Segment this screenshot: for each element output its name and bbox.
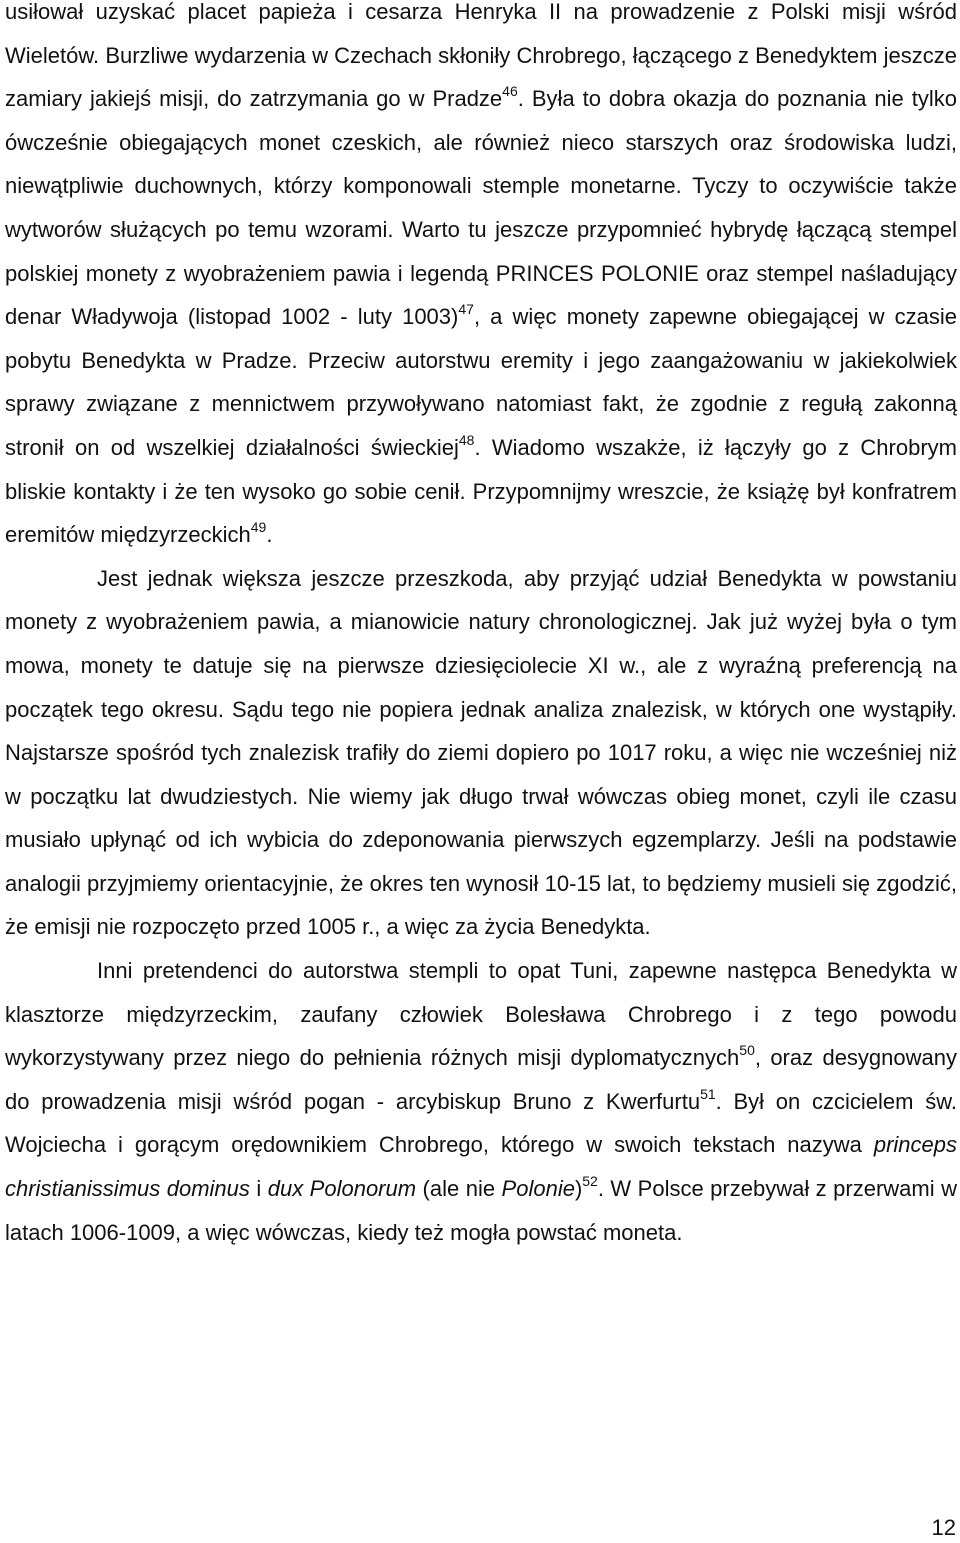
footnote-ref-46[interactable]: 46 (502, 82, 518, 99)
footnote-ref-49[interactable]: 49 (250, 518, 267, 535)
paragraph-3 (5, 949, 957, 1254)
paragraph-1 (5, 0, 957, 557)
text-run: Inni pretendenci do autorstwa stempli to opat Tuni, zapewne następca Benedykta w klasztorze międzyrzeckim, zaufany człowiek Bolesława Chrobrego i z tego powodu wykorzystywany przez niego do pełnienia różnych misji dyplomatycznych (5, 958, 957, 1071)
page-number: 12 (931, 1515, 956, 1540)
text-run: . Była to dobra okazja do poznania nie tylko ówcześnie obiegających monet czeskich, ale również nieco starszych oraz środowiska ludzi, niewątpliwie duchownych, którzy komponowali stemple monetarne. Tyczy to oczywiście także wytworów służących po temu wzorami. Warto tu jeszcze przypomnieć hybrydę łączącą stempel polskiej monety z wyobrażeniem pawia i legendą PRINCES POLONIE oraz stempel naśladujący denar Władywoja (listopad 1002 - luty 1003) (5, 86, 957, 330)
text-run: . Wiadomo wszakże, iż łączyły go z Chrobrym bliskie kontakty i że ten wysoko go sobie cenił. Przypomnijmy wreszcie, że książę był konfratrem eremitów międzyrzeckich (5, 434, 957, 548)
text-run: (ale nie (416, 1176, 502, 1202)
text-run: i (249, 1176, 268, 1202)
text-run: . (266, 522, 273, 548)
italic-phrase: princeps christianissimus dominus (5, 1132, 957, 1202)
document-page (5, 0, 957, 1254)
paragraph-2 (5, 557, 957, 949)
italic-phrase: Polonie (501, 1176, 575, 1202)
footnote-ref-50[interactable]: 50 (739, 1041, 755, 1058)
footnote-ref-51[interactable]: 51 (700, 1085, 716, 1102)
footnote-ref-47[interactable]: 47 (458, 300, 474, 317)
text-run: , a więc monety zapewne obiegającej w czasie pobytu Benedykta w Pradze. Przeciw autorstwu eremity i jego zaangażowaniu w jakiekolwiek sprawy związane z mennictwem przywoływano natomiast fakt, że zgodnie z regułą zakonną stronił on od wszelkiej działalności świeckiej (5, 304, 957, 460)
text-run: ) (574, 1176, 583, 1202)
text-run: . W Polsce przebywał z przerwami w latach 1006-1009, a więc wówczas, kiedy też mogła powstać moneta. (5, 1176, 957, 1245)
footnote-ref-52[interactable]: 52 (582, 1172, 598, 1189)
text-run: , oraz desygnowany do prowadzenia misji wśród pogan - arcybiskup Bruno z Kwerfurtu (5, 1045, 957, 1114)
text-run: . Był on czcicielem św. Wojciecha i gorącym orędownikiem Chrobrego, którego w swoich tekstach nazywa (5, 1088, 957, 1158)
italic-phrase: dux Polonorum (267, 1176, 417, 1202)
text-run: usiłował uzyskać placet papieża i cesarza Henryka II na prowadzenie z Polski misji wśród Wieletów. Burzliwe wydarzenia w Czechach skłoniły Chrobrego, łączącego z Benedyktem jeszcze zamiary jakiejś misji, do zatrzymania go w Pradze (5, 0, 957, 112)
text-run: Jest jednak większa jeszcze przeszkoda, aby przyjąć udział Benedykta w powstaniu monety z wyobrażeniem pawia, a mianowicie natury chronologicznej. Jak już wyżej była o tym mowa, monety te datuje się na pierwsze dziesięciolecie XI w., ale z wyraźną preferencją na początek tego okresu. Sądu tego nie popiera jednak analiza znalezisk, w których one wystąpiły. Najstarsze spośród tych znalezisk trafiły do ziemi dopiero po 1017 roku, a więc nie wcześniej niż w początku lat dwudziestych. Nie wiemy jak długo trwał wówczas obieg monet, czyli ile czasu musiało upłynąć od ich wybicia do zdeponowania pierwszych egzemplarzy. Jeśli na podstawie analogii przyjmiemy orientacyjnie, że okres ten wynosił 10-15 lat, to będziemy musieli się zgodzić, że emisji nie rozpoczęto przed 1005 r., a więc za życia Benedykta. (5, 565, 957, 940)
footnote-ref-48[interactable]: 48 (458, 431, 475, 448)
